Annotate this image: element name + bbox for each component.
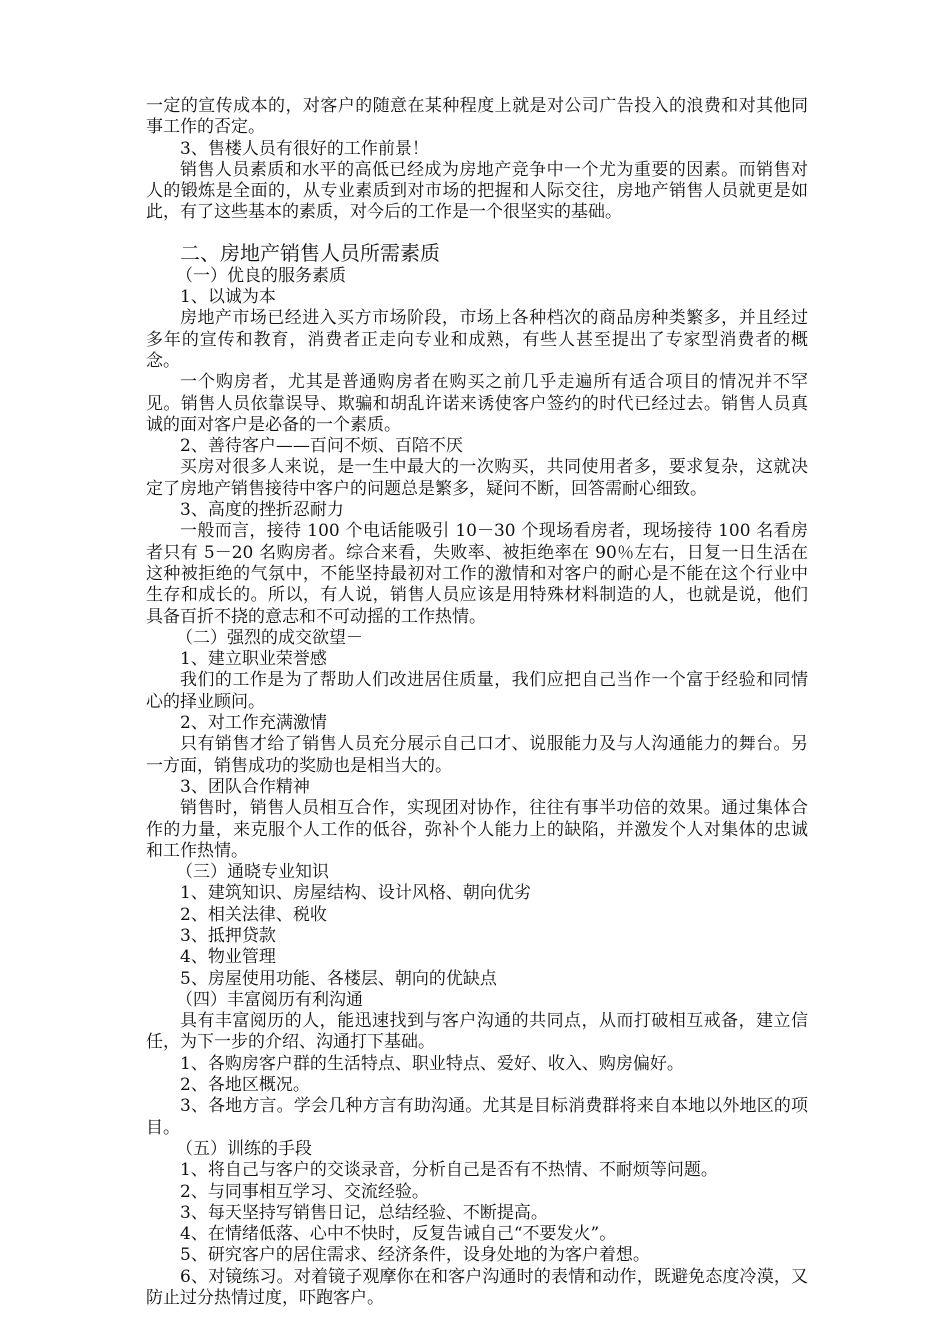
list-item: 6、对镜练习。对着镜子观摩你在和客户沟通时的表情和动作，既避免态度冷漠，又防止过分热情过度，吓跑客户。 — [146, 1266, 808, 1309]
list-item: 1、将自己与客户的交谈录音，分析自己是否有不热情、不耐烦等问题。 — [180, 1160, 718, 1181]
list-item: 3、抵押贷款 — [180, 925, 276, 946]
list-item: 3、售楼人员有很好的工作前景！ — [180, 138, 429, 159]
paragraph: 一个购房者，尤其是普通购房者在购买之前几乎走遍所有适合项目的情况并不罕见。销售人员依靠误导、欺骗和胡乱许诺来诱使客户签约的时代已经过去。销售人员真诚的面对客户是必备的一个素质。 — [146, 372, 808, 435]
paragraph: 我们的工作是为了帮助人们改进居住质量，我们应把自己当作一个富于经验和同情心的择业顾问。 — [146, 670, 808, 712]
list-item: 2、善待客户——百问不烦、百陪不厌 — [180, 436, 463, 457]
list-item: 4、在情绪低落、心中不快时，反复告诫自己“不要发火”。 — [180, 1224, 617, 1245]
list-item: 1、以诚为本 — [180, 287, 276, 308]
list-item: 2、各地区概况。 — [180, 1075, 310, 1096]
list-item: 3、各地方言。学会几种方言有助沟通。尤其是目标消费群将来自本地以外地区的项目。 — [146, 1096, 808, 1138]
subsection-heading: （五）训练的手段 — [176, 1138, 312, 1159]
paragraph: 销售时，销售人员相互合作，实现团对协作，往往有事半功倍的效果。通过集体合作的力量，来克服个人工作的低谷，弥补个人能力上的缺陷，并激发个人对集体的忠诚和工作热情。 — [146, 798, 808, 861]
list-item: 2、与同事相互学习、交流经验。 — [180, 1181, 429, 1202]
list-item: 5、研究客户的居住需求、经济条件，设身处地的为客户着想。 — [180, 1245, 650, 1266]
paragraph: 具有丰富阅历的人，能迅速找到与客户沟通的共同点，从而打破相互戒备，建立信任，为下一步的介绍、沟通打下基础。 — [146, 1011, 808, 1053]
list-item: 1、建筑知识、房屋结构、设计风格、朝向优劣 — [180, 883, 531, 904]
list-item: 3、高度的挫折忍耐力 — [180, 500, 344, 521]
list-item: 3、团队合作精神 — [180, 776, 310, 797]
document-body — [146, 96, 808, 1309]
list-item: 4、物业管理 — [180, 947, 276, 968]
paragraph: 一定的宣传成本的，对客户的随意在某种程度上就是对公司广告投入的浪费和对其他同事工作的否定。 — [146, 96, 808, 138]
list-item: 1、各购房客户群的生活特点、职业特点、爱好、收入、购房偏好。 — [180, 1053, 684, 1074]
subsection-heading: （一）优良的服务素质 — [176, 265, 346, 286]
paragraph: 销售人员素质和水平的高低已经成为房地产竞争中一个尤为重要的因素。而销售对人的锻炼是全面的，从专业素质到对市场的把握和人际交往，房地产销售人员就更是如此，有了这些基本的素质，对今后的工作是一个很坚实的基础。 — [146, 159, 808, 223]
paragraph: 只有销售才给了销售人员充分展示自己口才、说服能力及与人沟通能力的舞台。另一方面，销售成功的奖励也是相当大的。 — [146, 734, 808, 776]
section-heading: 二、房地产销售人员所需素质 — [180, 240, 440, 265]
subsection-heading: （二）强烈的成交欲望－ — [176, 627, 363, 648]
subsection-heading: （三）通晓专业知识 — [176, 862, 329, 883]
paragraph: 一般而言，接待 100 个电话能吸引 10－30 个现场看房者，现场接待 100 名看房者只有 5－20 名购房者。综合来看，失败率、被拒绝率在 90％左右，日复一日生活在这种被拒绝的气氛中，不能坚持最初对工作的激情和对客户的耐心是不能在这个行业中生存和成长的。所以，有人说，销售人员应该是用特殊材料制造的人，也就是说，他们具备百折不挠的意志和不可动摇的工作热情。 — [146, 521, 808, 627]
list-item: 2、相关法律、税收 — [180, 904, 327, 925]
subsection-heading: （四）丰富阅历有利沟通 — [176, 989, 363, 1010]
list-item: 5、房屋使用功能、各楼层、朝向的优缺点 — [180, 968, 497, 989]
paragraph: 房地产市场已经进入买方市场阶段，市场上各种档次的商品房种类繁多，并且经过多年的宣传和教育，消费者正走向专业和成熟，有些人甚至提出了专家型消费者的概念。 — [146, 308, 808, 371]
list-item: 1、建立职业荣誉感 — [180, 649, 327, 670]
list-item: 3、每天坚持写销售日记，总结经验、不断提高。 — [180, 1202, 548, 1223]
list-item: 2、对工作充满激情 — [180, 713, 327, 734]
paragraph: 买房对很多人来说，是一生中最大的一次购买，共同使用者多，要求复杂，这就决定了房地产销售接待中客户的问题总是繁多，疑问不断，回答需耐心细致。 — [146, 457, 808, 499]
